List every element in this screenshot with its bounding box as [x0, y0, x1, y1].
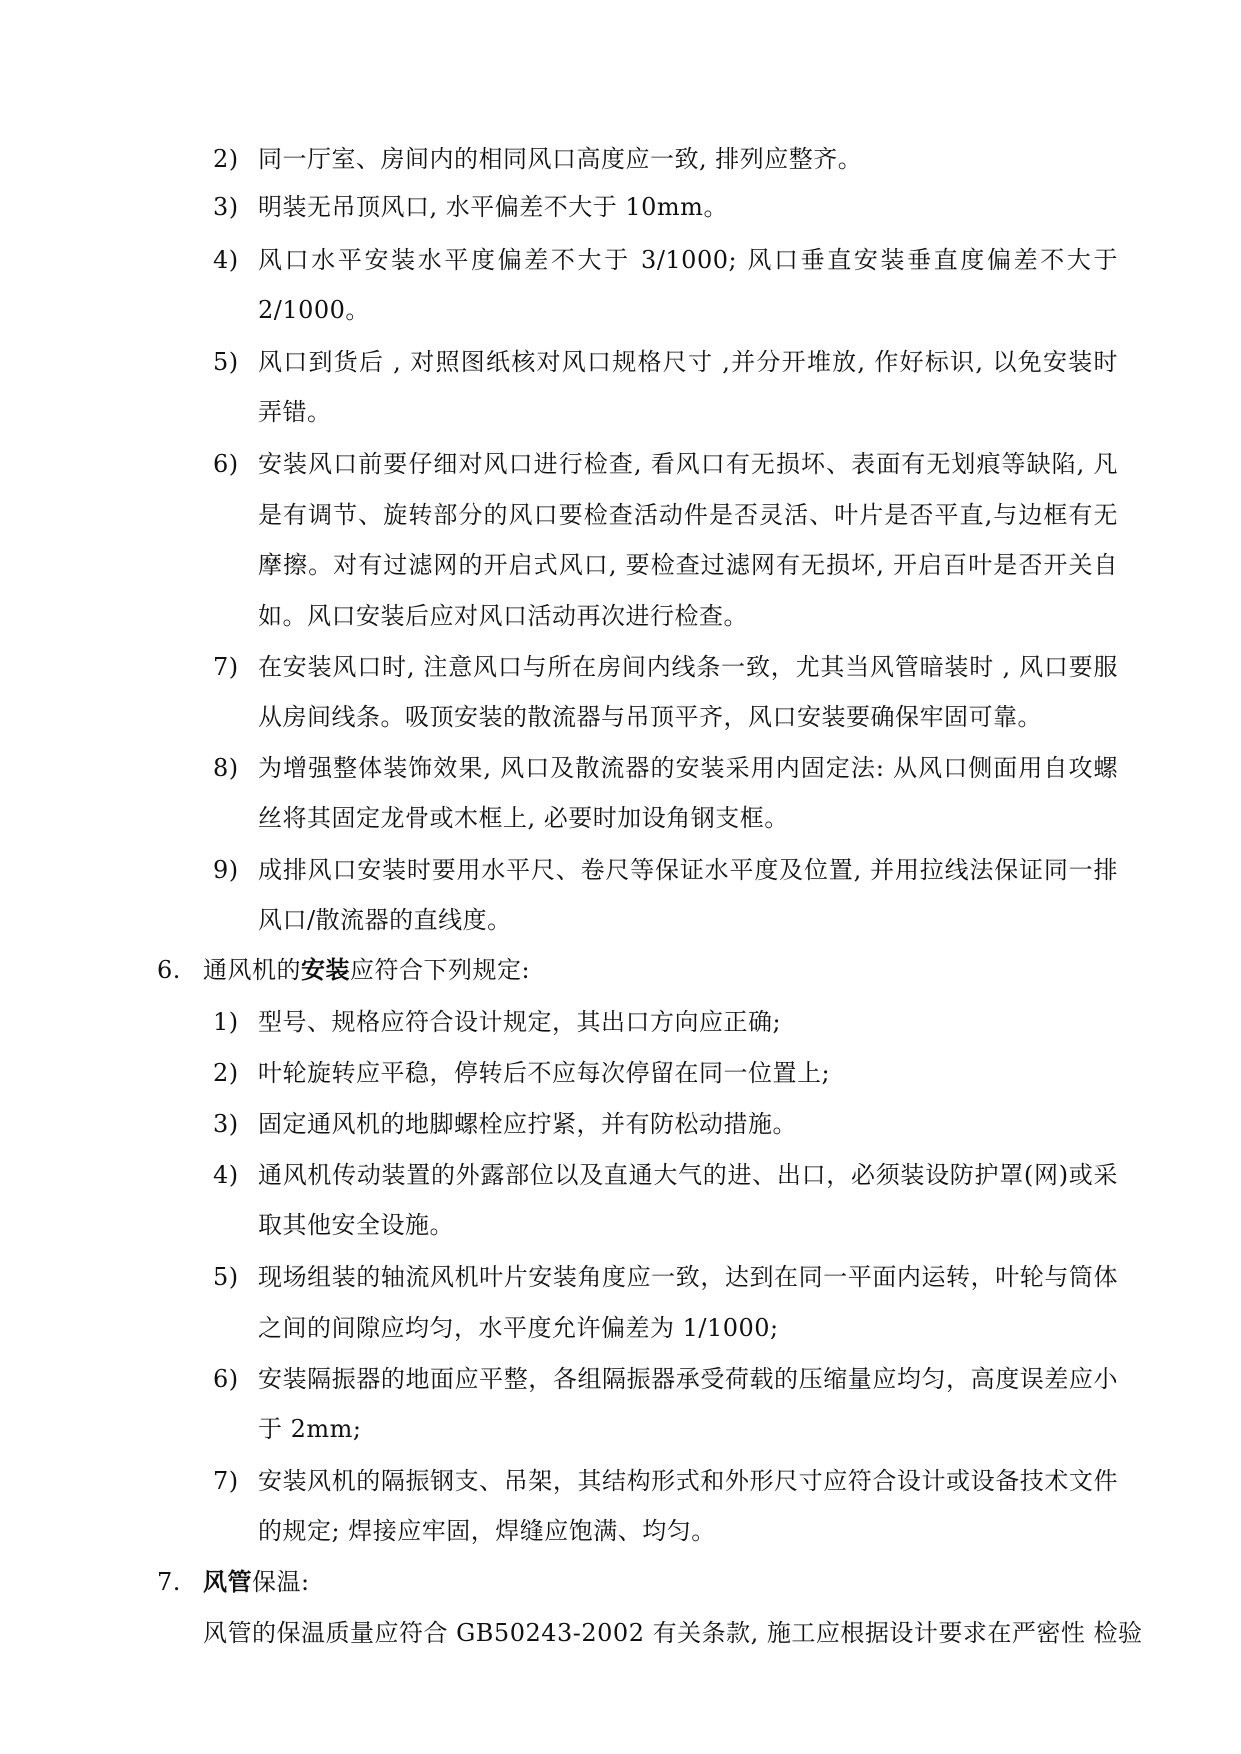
section-title-post: 应符合下列规定:: [350, 956, 531, 984]
item-number: 2): [213, 145, 239, 173]
item-number: 5): [213, 1263, 239, 1291]
item-text-continued: 的规定; 焊接应牢固，焊缝应饱满、均匀。: [258, 1517, 716, 1545]
item-text: 为增强整体装饰效果, 风口及散流器的安装采用内固定法: 从风口侧面用自攻螺: [258, 754, 1118, 782]
item-text: 成排风口安装时要用水平尺、卷尺等保证水平度及位置, 并用拉线法保证同一排: [258, 856, 1118, 884]
item-text-continued: 如。风口安装后应对风口活动再次进行检查。: [258, 602, 748, 630]
item-text-continued: 风口/散流器的直线度。: [258, 906, 512, 934]
section-title-post: 保温:: [252, 1568, 310, 1596]
item-text: 安装风机的隔振钢支、吊架，其结构形式和外形尺寸应符合设计或设备技术文件: [258, 1467, 1118, 1495]
item-text: 同一厅室、房间内的相同风口高度应一致, 排列应整齐。: [258, 145, 863, 173]
item-number: 1): [213, 1008, 239, 1036]
item-text: 明装无吊顶风口, 水平偏差不大于 10mm。: [258, 193, 728, 221]
item-text: 型号、规格应符合设计规定，其出口方向应正确;: [258, 1008, 782, 1036]
item-number: 3): [213, 193, 239, 221]
item-text: 风口水平安装水平度偏差不大于 3/1000; 风口垂直安装垂直度偏差不大于: [258, 246, 1118, 274]
item-number: 3): [213, 1110, 239, 1138]
item-text-continued: 2/1000。: [258, 296, 370, 324]
item-text: 现场组装的轴流风机叶片安装角度应一致，达到在同一平面内运转，叶轮与筒体: [258, 1263, 1118, 1291]
item-text: 固定通风机的地脚螺栓应拧紧，并有防松动措施。: [258, 1110, 797, 1138]
item-text: 叶轮旋转应平稳，停转后不应每次停留在同一位置上;: [258, 1059, 831, 1087]
item-number: 4): [213, 246, 239, 274]
item-number: 7): [213, 1467, 239, 1495]
item-number: 7): [213, 653, 239, 681]
item-text: 在安装风口时, 注意风口与所在房间内线条一致，尤其当风管暗装时 , 风口要服: [258, 653, 1118, 681]
item-text-continued: 之间的间隙应均匀，水平度允许偏差为 1/1000;: [258, 1314, 779, 1342]
item-text: 风口到货后 , 对照图纸核对风口规格尺寸 ,并分开堆放, 作好标识, 以免安装时: [258, 348, 1118, 376]
item-text-continued: 丝将其固定龙骨或木框上, 必要时加设角钢支框。: [258, 804, 789, 832]
item-number: 6): [213, 450, 239, 478]
section-number: 7.: [157, 1568, 181, 1596]
item-number: 5): [213, 348, 239, 376]
item-number: 2): [213, 1059, 239, 1087]
section-number: 6.: [157, 956, 181, 984]
item-number: 8): [213, 754, 239, 782]
section-title-pre: 通风机的: [203, 956, 301, 984]
section-title-bold: 风管: [203, 1567, 252, 1596]
item-number: 4): [213, 1161, 239, 1189]
item-text-continued: 摩擦。对有过滤网的开启式风口, 要检查过滤网有无损坏, 开启百叶是否开关自: [258, 551, 1118, 579]
section-title: [203, 1567, 310, 1597]
item-text: 通风机传动装置的外露部位以及直通大气的进、出口，必须装设防护罩(网)或采: [258, 1161, 1118, 1189]
item-number: 6): [213, 1365, 239, 1393]
section-title: [203, 955, 530, 985]
item-text-continued: 弄错。: [258, 398, 332, 426]
section-title-bold: 安装: [301, 955, 350, 984]
item-text-continued: 于 2mm;: [258, 1415, 362, 1443]
item-text: 安装隔振器的地面应平整，各组隔振器承受荷载的压缩量应均匀，高度误差应小: [258, 1365, 1118, 1393]
item-number: 9): [213, 856, 239, 884]
item-text-continued: 是有调节、旋转部分的风口要检查活动件是否灵活、叶片是否平直,与边框有无: [258, 501, 1118, 529]
item-text: 安装风口前要仔细对风口进行检查, 看风口有无损坏、表面有无划痕等缺陷, 凡: [258, 450, 1118, 478]
section-paragraph: 风管的保温质量应符合 GB50243-2002 有关条款, 施工应根据设计要求在严密性 检验: [203, 1619, 1143, 1647]
item-text-continued: 取其他安全设施。: [258, 1211, 454, 1239]
item-text-continued: 从房间线条。吸顶安装的散流器与吊顶平齐，风口安装要确保牢固可靠。: [258, 703, 1042, 731]
